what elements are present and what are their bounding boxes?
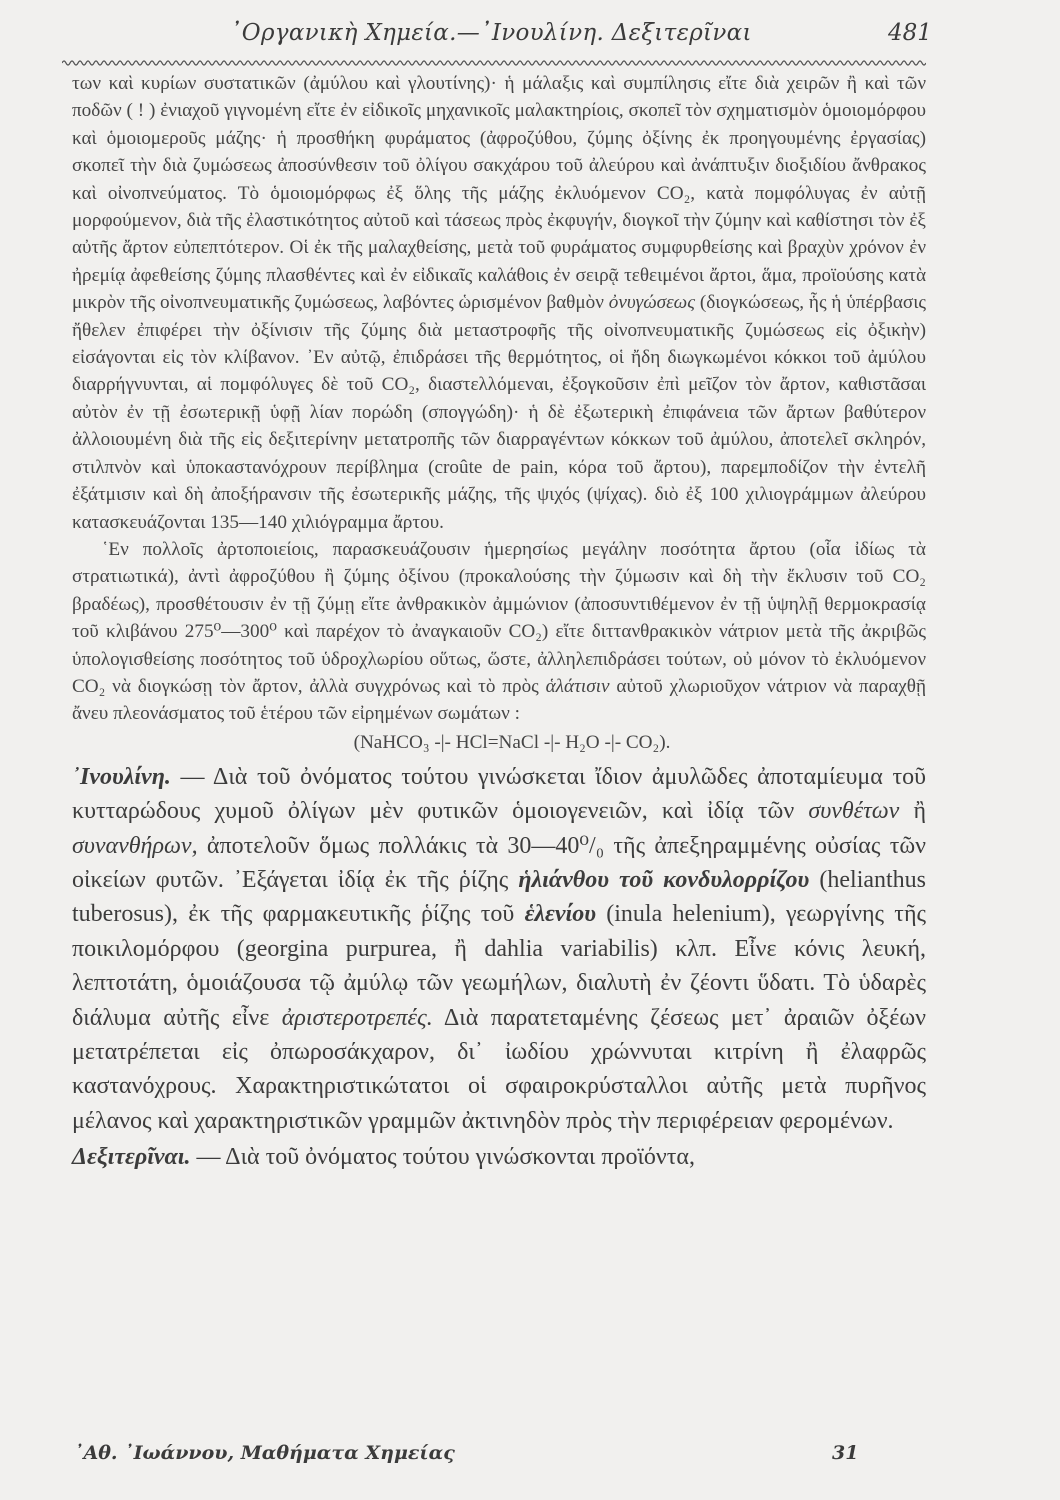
term-levorotatory: ἀριστεροτρεπές. (281, 1004, 433, 1031)
paragraph-bread: των καὶ κυρίων συστατικῶν (ἀμύλου καὶ γλουτίνης)· ἡ μάλαξις καὶ συμπίλησις εἴτε διὰ χειρῶν ἢ καὶ τῶν ποδῶν ( ! ) ἐνιαχοῦ γιγνομένη εἴτε ἐν εἰδικοῖς μηχανικοῖς μαλακτηρίοις, σκοπεῖ τὸν σχηματισμὸν ὁμοιομόρφου καὶ ὁμοιομεροῦς μάζης· ἡ προσθήκη φυράματος (ἀφροζύθου, ζύμης ὀξίνης ἐκ προηγουμένης ἐργασίας) σκοπεῖ τὴν διὰ ζυμώσεως ἀποσύνθεσιν τοῦ ὀλίγου σακχάρου τοῦ ἀλεύρου καὶ ἀνάπτυξιν διοξιδίου ἄνθρακος καὶ οἰνοπνεύματος. Τὸ ὁμοιομόρφως ἐξ ὅλης τῆς μάζης ἐκλυόμενον CO₂, κατὰ πομφόλυγας ἐν αὐτῇ μορφούμενον, διὰ τῆς ἐλαστικότητος αὐτοῦ καὶ τάσεως πρὸς ἐκφυγήν, διογκοῖ τὴν ζύμην καὶ καθίστησι τὸν ἐξ αὐτῆς ἄρτον εὐπεπτότερον. Οἱ ἐκ τῆς μαλαχθείσης, μετὰ τοῦ φυράματος συμφυρθείσης καὶ βραχὺν χρόνον ἐν ἠρεμίᾳ ἀφεθείσης ζύμης πλασθέντες καὶ ἐν εἰδικαῖς καλάθοις ἐν σειρᾷ τεθειμένοι ἄρτοι, ἅμα, προϊούσης κατὰ μικρὸν τῆς οἰνοπνευματικῆς ζυμώσεως, λαβόντες ὡρισμένον βαθμὸν ὀνυγώσεως (διογκώσεως, ἧς ἡ ὑπέρβασις ἤθελεν ἐπιφέρει τὴν ὀξίνισιν τῆς ζύμης διὰ μεταστροφῆς τῆς οἰνοπνευματικῆς ζυμώσεως εἰς ὀξικὴν) εἰσάγονται εἰς τὸν κλίβανον. ᾿Εν αὐτῷ, ἐπιδράσει τῆς θερμότητος, οἱ ἤδη διωγκωμένοι κόκκοι τοῦ ἀμύλου διαρρήγνυνται, αἱ πομφόλυγες δὲ τοῦ CO₂, διαστελλόμεναι, ἐξογκοῦσιν ἐπὶ μεῖζον τὸν ἄρτον, καθιστᾶσαι αὐτὸν ἐν τῇ ἐσωτερικῇ ὑφῇ λίαν πορώδη (σπογγώδη)· ἡ δὲ ἐξωτερικὴ ἐπιφάνεια τῶν ἄρτων βαθύτερον ἀλλοιουμένη διὰ τῆς εἰς δεξιτερίνην μετατροπῆς τῶν διαρραγέντων κόκκων τοῦ ἀμύλου, ἀποτελεῖ σκληρόν, στιλπνὸν καὶ ὑποκαστανόχρουν περίβλημα (croûte de pain, κόρα τοῦ ἄρτου), παρεμποδίζον τὴν ἐντελῆ ἐξάτμισιν καὶ δὴ ἀποξήρανσιν τῆς ἐσωτερικῆς μάζης, τῆς ψιχός (ψίχας). διὸ ἐξ 100 χιλιογράμμων ἀλεύρου κατασκευάζονται 135—140 χιλιόγραμμα ἄρτου. (72, 73, 926, 533)
body-text (72, 70, 926, 1175)
chemical-formula: (NaHCO₃ -|- HCl=NaCl -|- H₂O -|- CO₂). (353, 731, 671, 753)
running-header (0, 14, 1060, 54)
running-title: ᾿Οργανικὴ Χημεία.—᾿Ινουλίνη. Δεξιτερῖναι (230, 20, 752, 46)
printer-signature: 31 (832, 1442, 859, 1464)
section-heading-inulin: ᾿Ινουλίνη. (72, 763, 171, 790)
header-wavy-rule (62, 58, 926, 68)
term-halatisin: ἁλάτισιν (545, 675, 610, 697)
paragraph-inulin: ᾿Ινουλίνη. — Διὰ τοῦ ὀνόματος τούτου γινώσκεται ἴδιον ἀμυλῶδες ἀποταμίευμα τοῦ κυτταρώδους χυμοῦ ὀλίγων μὲν φυτικῶν ὁμοιογενειῶν, καὶ ἰδίᾳ τῶν συνθέτων ἢ συνανθήρων, ἀποτελοῦν ὅμως πολλάκις τὰ 30—40⁰/₀ τῆς ἀπεξηραμμένης οὐσίας τῶν οἰκείων φυτῶν. ᾿Εξάγεται ἰδίᾳ ἐκ τῆς ῥίζης ἡλιάνθου τοῦ κονδυλορρίζου (helianthus tuberosus), ἐκ τῆς φαρμακευτικῆς ῥίζης τοῦ ἑλενίου (inula helenium), γεωργίνης τῆς ποικιλομόρφου (georgina purpurea, ἢ dahlia variabilis) κλπ. Εἶνε κόνις λευκή, λεπτοτάτη, ὁμοιάζουσα τῷ ἀμύλῳ τῶν γεωμήλων, διαλυτὴ ἐν ζέοντι ὕδατι. Τὸ ὑδαρὲς διάλυμα αὐτῆς εἶνε ἀριστεροτρεπές. Διὰ παρατεταμένης ζέσεως μετ᾿ ἀραιῶν ὀξέων μετατρέπεται εἰς ὀπωροσάκχαρον, δι᾿ ἰωδίου χρώννυται κιτρίνη ἢ ἐλαφρῶς καστανόχρους. Χαρακτηριστικώτατοι οἱ σφαιροκρύσταλλοι αὐτῆς μετὰ πυρῆνος μέλανος καὶ χαρακτηριστικῶν γραμμῶν ἀκτινηδὸν πρὸς τὴν περιφέρειαν φερομένων. (72, 763, 927, 1134)
paragraph-bakeries: ῾Εν πολλοῖς ἀρτοποιείοις, παρασκευάζουσιν ἡμερησίως μεγάλην ποσότητα ἄρτου (οἷα ἰδίως τὰ στρατιωτικά), ἀντὶ ἀφροζύθου ἢ ζύμης ὀξίνου (προκαλούσης τὴν ζύμωσιν καὶ δὴ τὴν ἔκλυσιν τοῦ CO₂ βραδέως), προσθέτουσιν ἐν τῇ ζύμῃ εἴτε ἀνθρακικὸν ἀμμώνιον (ἀποσυντιθέμενον ἐν τῇ ὑψηλῇ θερμοκρασίᾳ τοῦ κλιβάνου 275⁰—300⁰ καὶ παρέχον τὸ ἀναγκαιοῦν CO₂) εἴτε διττανθρακικὸν νάτριον μετὰ τῆς ἀκριβῶς ὑπολογισθείσης ποσότητος τοῦ ὑδροχλωρίου οὕτως, ὥστε, ἀλληλεπιδράσει τούτων, οὐ μόνον τὸ ἐκλυόμενον CO₂ νὰ διογκώσῃ τὸν ἄρτον, ἀλλὰ συγχρόνως καὶ τὸ πρὸς ἁλάτισιν αὐτοῦ χλωριοῦχον νάτριον νὰ παραχθῇ ἄνευ πλεονάσματος τοῦ ἑτέρου τῶν εἰρημένων σωμάτων : (72, 538, 926, 725)
page-footer (0, 1438, 1060, 1478)
term-helianthus: ἡλιάνθου τοῦ κονδυλορρίζου (518, 866, 810, 893)
term-helenium: ἑλενίου (524, 901, 596, 928)
page-number: 481 (888, 20, 932, 46)
section-heading-dextrins: Δεξιτερῖναι. (72, 1144, 191, 1171)
term-onygosis: ὀνυγώσεως (608, 292, 695, 314)
paragraph-dextrins: Δεξιτερῖναι. — Διὰ τοῦ ὀνόματος τούτου γινώσκονται προϊόντα, (72, 1144, 695, 1171)
footer-author-title: ᾿Αθ. ᾿Ιωάννου, Μαθήματα Χημείας (74, 1442, 455, 1464)
